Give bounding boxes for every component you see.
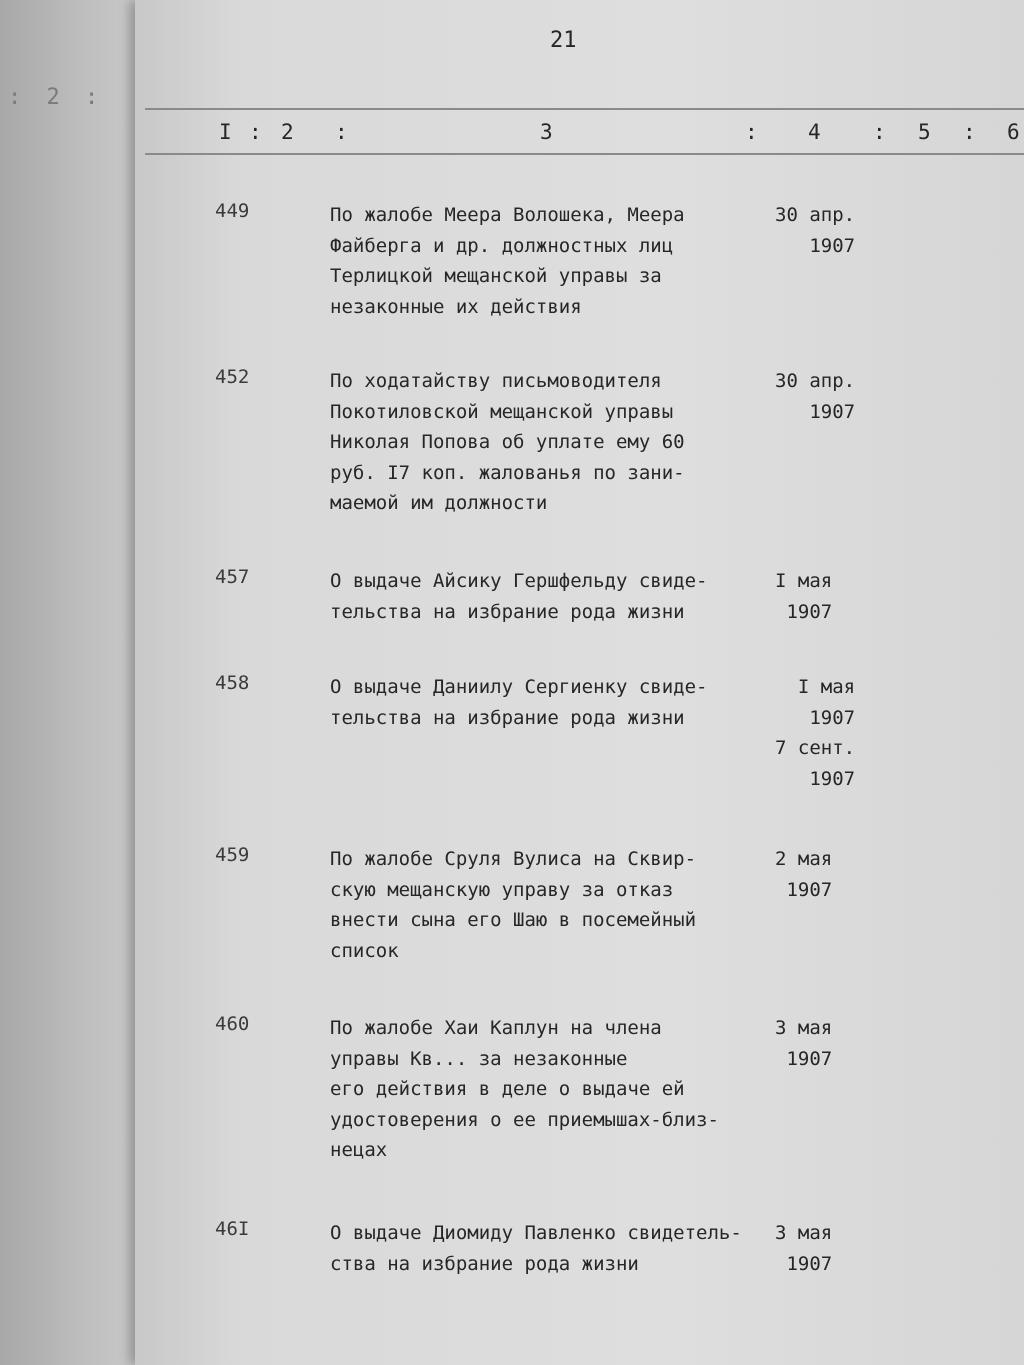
column-headers xyxy=(135,120,1024,150)
entry-number: 452 xyxy=(215,366,250,388)
entry-date: 3 мая 1907 xyxy=(775,1017,833,1070)
entry-number: 457 xyxy=(215,566,250,588)
entry-date: 30 апр. 1907 xyxy=(775,370,856,423)
column-separator: : xyxy=(249,120,262,144)
entry-description: По жалобе Сруля Вулиса на Сквир- скую мещанскую управу за отказ внести сына его Шаю в посемейный список xyxy=(330,848,697,962)
entry-date: 2 мая 1907 xyxy=(775,848,833,901)
entry-description: По жалобе Меера Волошека, Меера Файберга и др. должностных лиц Терлицкой мещанской управы за незаконные их действия xyxy=(330,204,685,318)
header-rule-top xyxy=(145,108,1024,110)
column-header: 2 xyxy=(281,120,294,144)
book-gutter xyxy=(0,0,135,1365)
entry-number: 46I xyxy=(215,1218,250,1240)
column-separator: : xyxy=(745,120,758,144)
entry-number: 460 xyxy=(215,1013,250,1035)
header-rule-bottom xyxy=(145,153,1024,155)
entry-description: По жалобе Хаи Каплун на члена управы Кв... за незаконные его действия в деле о выдаче ей удостоверения о ее приемышах-близ- нецах xyxy=(330,1017,719,1161)
entry-description: По ходатайству письмоводителя Покотиловской мещанской управы Николая Попова об уплате ему 60 руб. I7 коп. жалованья по зани- маемой им должности xyxy=(330,370,685,514)
column-separator: : xyxy=(335,120,348,144)
column-separator: : xyxy=(963,120,976,144)
column-header: 3 xyxy=(540,120,553,144)
entry-number: 459 xyxy=(215,844,250,866)
entry-number: 449 xyxy=(215,200,250,222)
entry-date: 30 апр. 1907 xyxy=(775,204,856,257)
entry-description: О выдаче Диомиду Павленко свидетель- ства на избрание рода жизни xyxy=(330,1222,742,1275)
column-separator: : xyxy=(873,120,886,144)
column-header: 6 xyxy=(1007,120,1020,144)
column-header: 4 xyxy=(808,120,821,144)
document-page xyxy=(135,0,1024,1365)
entry-date: 3 мая 1907 xyxy=(775,1222,833,1275)
entry-date: I мая 1907 7 сент. 1907 xyxy=(775,676,856,790)
entry-description: О выдаче Даниилу Сергиенку свиде- тельства на избрание рода жизни xyxy=(330,676,708,729)
entry-date: I мая 1907 xyxy=(775,570,833,623)
entry-number: 458 xyxy=(215,672,250,694)
page-number: 21 xyxy=(550,28,577,53)
column-header: I xyxy=(219,120,232,144)
column-header: 5 xyxy=(918,120,931,144)
entry-description: О выдаче Айсику Гершфельду свиде- тельства на избрание рода жизни xyxy=(330,570,708,623)
previous-page-edge: : 2 : xyxy=(8,85,105,110)
